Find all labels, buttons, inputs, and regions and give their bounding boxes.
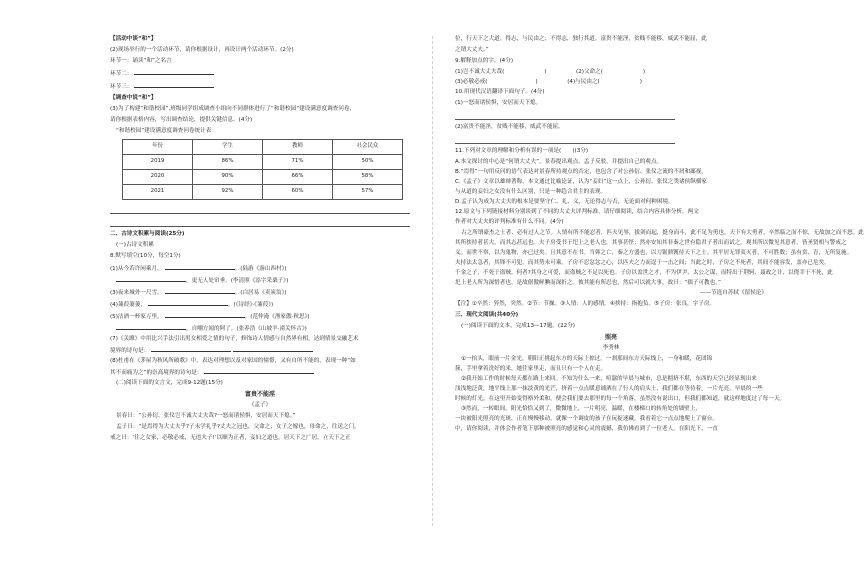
q9-close-1: ) <box>544 68 547 75</box>
essay-author: 《孟子》 <box>248 402 272 409</box>
q9-close-3: ) <box>535 78 538 85</box>
essay-title: 富贵不能淫 <box>244 390 275 398</box>
q10-sentence-2: (2)富贵不能淫，贫贱不能移，威武不能屈。 <box>455 123 564 130</box>
step-one: 环节一：诵读“和”之名言 <box>110 57 172 64</box>
fill-6-text: ，自嘲方闻的阿了。(张养浩《山坡羊·潼关怀古》) <box>186 325 307 332</box>
fill-5-text: (5)沽酒一杯家万里， <box>110 313 163 320</box>
fill-8-line1: (8)杜甫在《茅屋为秋风所破歌》中，表达对理想以及对家国的憧憬，又有自所不能的，表现一种“如 <box>110 357 356 364</box>
reading-author: 李秀林 <box>602 345 620 352</box>
essay-paragraph-1: 景春曰：“公孙衍、张仪岂不诚大丈夫哉?一怒而诸侯惧，安居而天下熄。” <box>116 413 296 420</box>
step-two-label: 环节二： <box>110 70 133 77</box>
survey-table <box>122 139 403 200</box>
reading-p3-line2: 一块被阳光照亮的光斑，正在慢慢移动，就像一个调皮的孩子在玩捉迷藏。我看着它一点点地爬上了窗台。 <box>455 415 718 422</box>
table-cell: 2019 <box>123 154 193 169</box>
table-cell: 2020 <box>123 169 193 184</box>
fill-7-blank-a[interactable] <box>151 346 231 352</box>
q9-item-2: (2)父命之( <box>576 68 603 75</box>
fill-4-text: (4)蒹葭萋萋， <box>110 301 146 308</box>
fill-1-text: (1)从今若许闲乘月， <box>110 265 163 272</box>
fill-3-blank[interactable] <box>165 288 235 294</box>
table-cell: 90% <box>193 169 263 184</box>
table-row <box>123 184 403 199</box>
link-text-1: 古之所谓豪杰之士者，必有过人之节。人情有所不能忍者，匹夫见辱，拔剑而起，挺身而斗，此不足为勇也。天下有大勇者，卒然临之而不惊，无故加之而不怒。此 <box>461 229 864 236</box>
table-cell: 92% <box>193 184 263 199</box>
fill-4-blank[interactable] <box>148 300 228 306</box>
q9-item-4: (4)与民由之( <box>567 78 600 85</box>
q9-row-2 <box>455 79 767 86</box>
reading-p2-line1: ②我开始工作的时候每天都在路上来回。不知为什么一来，喧嚣的早晨与城市，总是拥挤不堪，东西的天空已经显现出来 <box>461 376 757 383</box>
q9-item-1: (1)岂不诚大丈夫哉( <box>455 68 505 75</box>
q10-sentence-1: (1)一怒而诸侯惧，安居而天下熄。 <box>455 99 542 106</box>
reading-p1-line1: ①一抬头，眼前一片金光，朝阳正挑起东方的天际上掠过，一刹那间东方天际线上，一身和暖，花团锦 <box>461 356 713 363</box>
fill-7-blank-b[interactable] <box>233 346 313 352</box>
option-c-line1[interactable]: C.《孟子》文章以雄辩著称，本文通过比喻论证，认为“妾妇”这一点上，公孙衍、张仪之类诸侯纵横家 <box>455 178 708 185</box>
fill-8-text: 其不而痛为之”的崇高境界的诗句是： <box>110 369 203 376</box>
fill-4 <box>110 300 410 309</box>
option-c-line2: 与从道的妾妇之女没有什么区别，只是一种趋合君主的表现。 <box>455 188 607 195</box>
link-text-3: 义。而世不察，以为鬼物，亦已过矣。且其意不在书。当韩之亡，秦之方盛也，以刀锯鼎镬待天下之士。其平居无罪夷灭者，不可胜数；虽有贲、育，无所复施。 <box>455 249 853 256</box>
step-three-label: 环节三： <box>110 83 133 90</box>
question-10: 10.用现代汉语翻译下面句子。(4分) <box>455 88 545 95</box>
column-divider <box>432 36 433 526</box>
fill-3-text: (3)夜来城外一尺雪， <box>110 289 163 296</box>
essay-paragraph-2: 孟子曰：“是焉得为大丈夫乎?子未学礼乎?丈夫之冠也，父命之；女子之嫁也，母命之，往送之门， <box>116 424 360 431</box>
header-teachers: 教师 <box>263 139 333 154</box>
reading-p2-line2: 浅浅地泛黄，地平线上那一抹淡黄的光芒，挤着一点点暖意铺洒在了行人的肩头上，我们都在等待着，一片光亮。早晨的一些 <box>455 386 763 393</box>
subsection-classical: (二)阅读下面的文言文，完成9-12题(15分) <box>116 379 223 386</box>
fill-6-blank[interactable] <box>116 324 186 330</box>
fill-3 <box>110 288 410 297</box>
fill-3-source: 。(白居易《卖炭翁》) <box>234 289 287 296</box>
option-b[interactable]: B.“焉得”一句用反问的语气表达对景春所持观点的否定，也包含了对公孙衍、张仪之流的不屑和鄙视。 <box>455 168 707 175</box>
link-text-6: 圯上老人所为深惜者也。是故倨傲鲜腆而深折之。彼其能有所忍也，然后可以就大事，故曰：“孺子可教也。” <box>455 279 721 286</box>
fill-1-source: 。(陆游《游山西村》) <box>234 265 287 272</box>
table-cell: 2021 <box>123 184 193 199</box>
fill-5-blank[interactable] <box>165 312 245 318</box>
fill-2-blank[interactable] <box>116 276 186 282</box>
reading-p3-line3: 中，请你阅读，并体会作者笔下那种被照亮的感觉和心灵的震撼，我仿佛看到了一位老人，在阳光下，一直 <box>455 425 718 432</box>
link-text-2: 其所挟持者甚大，而其志甚远也。夫子房受书于圯上之老人也，其事甚怪；然亦安知其非秦之世有隐君子者出而试之。观其所以微见其意者，皆圣贤相与警戒之 <box>455 239 847 246</box>
header-year: 年份 <box>123 139 193 154</box>
fill-8-blank[interactable] <box>204 368 314 374</box>
reading-subsection: (一)阅读下面的文本，完成13—17题。(22分) <box>461 322 575 329</box>
activity-heading: 【活动中谈“和”】 <box>110 36 157 42</box>
step-three-blank[interactable] <box>134 82 214 88</box>
table-row <box>123 154 403 169</box>
step-two <box>110 69 410 78</box>
fill-5 <box>110 312 410 321</box>
fill-4-source: 。(《诗经》·《蒹葭》) <box>227 301 274 308</box>
question-12-line2: 作者对大丈夫的评判标准有什么不同。(4分) <box>455 218 564 225</box>
table-cell: 66% <box>263 169 333 184</box>
fill-1 <box>110 264 410 273</box>
table-header-row <box>123 139 403 154</box>
q9-item-3: (3)必敬必戒( <box>455 78 488 85</box>
fill-2 <box>110 276 410 285</box>
header-public: 社会民众 <box>333 139 403 154</box>
fill-7-line1: (7)《关雎》中用比兴手法引出男女相爱之情的句子，修饰诗人情感与自然界有相，达到情景交融艺术 <box>110 335 359 342</box>
table-row <box>123 169 403 184</box>
annotation-note: 【注】①卒然：猝然，突然。②节：节操。③人情：人的感情。④挟持：指抱负。⑤子房：张良，字子房。 <box>455 300 716 307</box>
left-column <box>110 36 410 446</box>
header-students: 学生 <box>193 139 263 154</box>
question-11: 11.下列对文章的理解和分析有误的一项是( )(3分) <box>455 147 589 154</box>
reading-p2-line3: 时候的灯光，在这里开始变得格外柔和，便会我们要去那里的每一个角落，虽然没有说出口，但我们都知道，就这样地度过了每一天。 <box>455 396 786 403</box>
fill-7-text: 境界的诗句是： <box>110 347 150 354</box>
table-caption: “和谐校园”建设满意度调查问卷统计表 <box>116 127 212 134</box>
essay-continued-1: 位，行天下之大道。得志，与民由之；不得志，独行其道。富贵不能淫，贫贱不能移，威武不能屈，此 <box>455 36 707 42</box>
fill-7-line2 <box>110 346 410 355</box>
survey-heading: 【调查中说“和”】 <box>110 94 157 101</box>
question-12-line1: 12.原文与下列链接材料分别谈到了不同的大丈夫评判标准，请仔细阅读，结合内容具体分析，两文 <box>455 208 699 215</box>
answer-line[interactable] <box>110 218 410 227</box>
fill-8-line2 <box>110 368 410 377</box>
table-cell: 71% <box>263 154 333 169</box>
right-column <box>455 36 864 436</box>
fill-1-blank[interactable] <box>165 264 235 270</box>
link-text-5: 千金之子，不死于盗贼。何者?其身之可爱，而盗贼之不足以死也。子房以盖世之才，不为伊尹、太公之谋，而特出于荆轲、聂政之计，以侥幸于不死，此 <box>455 269 833 276</box>
activity-question: (2)现场举行的一个活动环节，请你根据设计，再设计两个活动环节。(2分) <box>110 46 294 53</box>
table-cell: 58% <box>333 169 403 184</box>
subsection-poetry: (一)古诗文积累 <box>116 241 154 248</box>
reading-p1-line2: 簇，手里拿着洗好的米，她往家里走，而且只有一个人在走。 <box>455 366 607 373</box>
reading-title: 照亮 <box>604 333 617 341</box>
question-8: 8.默写填空(10分，每空1分) <box>110 252 181 259</box>
section-three-title: 三、现代文阅读(共40分) <box>455 311 519 318</box>
table-cell: 60% <box>263 184 333 199</box>
survey-question-line1: (3)为了构建“和谐校园”,班级同学组成调查小组向不同群体进行了“和谐校园”建设满意度调查问卷, <box>110 105 352 112</box>
q9-close-2: ) <box>642 68 646 75</box>
answer-line[interactable] <box>455 111 675 120</box>
essay-paragraph-3: 戒之曰：‘往之女家，必敬必戒，无违夫子!’以顺为正者，妾妇之道也。居天下之广居，立天下之正 <box>110 435 351 442</box>
survey-question-line2: 请你根据表格内容，写出调查结论，提供关键信息。(4分) <box>110 116 253 123</box>
q9-row-1 <box>455 69 767 76</box>
table-cell: 57% <box>333 184 403 199</box>
question-9: 9.解释加点的字。(4分) <box>455 57 514 64</box>
answer-line[interactable] <box>455 135 675 144</box>
table-cell: 86% <box>193 154 263 169</box>
fill-2-text: ，更无人处帘垂。(李清照《添字采桑子》) <box>186 277 289 284</box>
section-two-title: 二、古诗文积累与阅读(25分) <box>110 230 185 237</box>
answer-line[interactable] <box>110 205 410 214</box>
option-d[interactable]: D.孟子认为成为大丈夫的根本是要坚守仁、礼、义，无论得志与否，无论面对何种困境。 <box>455 198 674 205</box>
reading-p3-line1: ③然而，一转眼间，阳光恰恰又到了，微微地上，一片明亮，温暖，在楼梯口的转角处的墙壁上， <box>461 406 701 412</box>
option-a[interactable]: A.本文探讨的中心是“何谓大丈夫”，景春提出观点，孟子反驳，并提出自己的观点。 <box>455 158 663 165</box>
q9-close-4: ) <box>639 78 642 85</box>
link-text-4: 夫持法太急者，其锋不可犯，而其势未可乘。子房不忍忿忿之心，以匹夫之力而逞于一击之间；当此之时，子房之不死者，其间不能容发，盖亦已危矣。 <box>455 259 830 266</box>
fill-5-source: 。(范仲淹《渔家傲·秋思》) <box>244 313 310 320</box>
table-cell: 50% <box>333 154 403 169</box>
step-three <box>110 82 410 91</box>
step-two-blank[interactable] <box>134 69 214 75</box>
fill-6 <box>110 324 410 333</box>
link-source: ——节选自苏轼《留侯论》 <box>699 289 767 296</box>
essay-continued-2: 之谓大丈夫。” <box>455 46 489 53</box>
